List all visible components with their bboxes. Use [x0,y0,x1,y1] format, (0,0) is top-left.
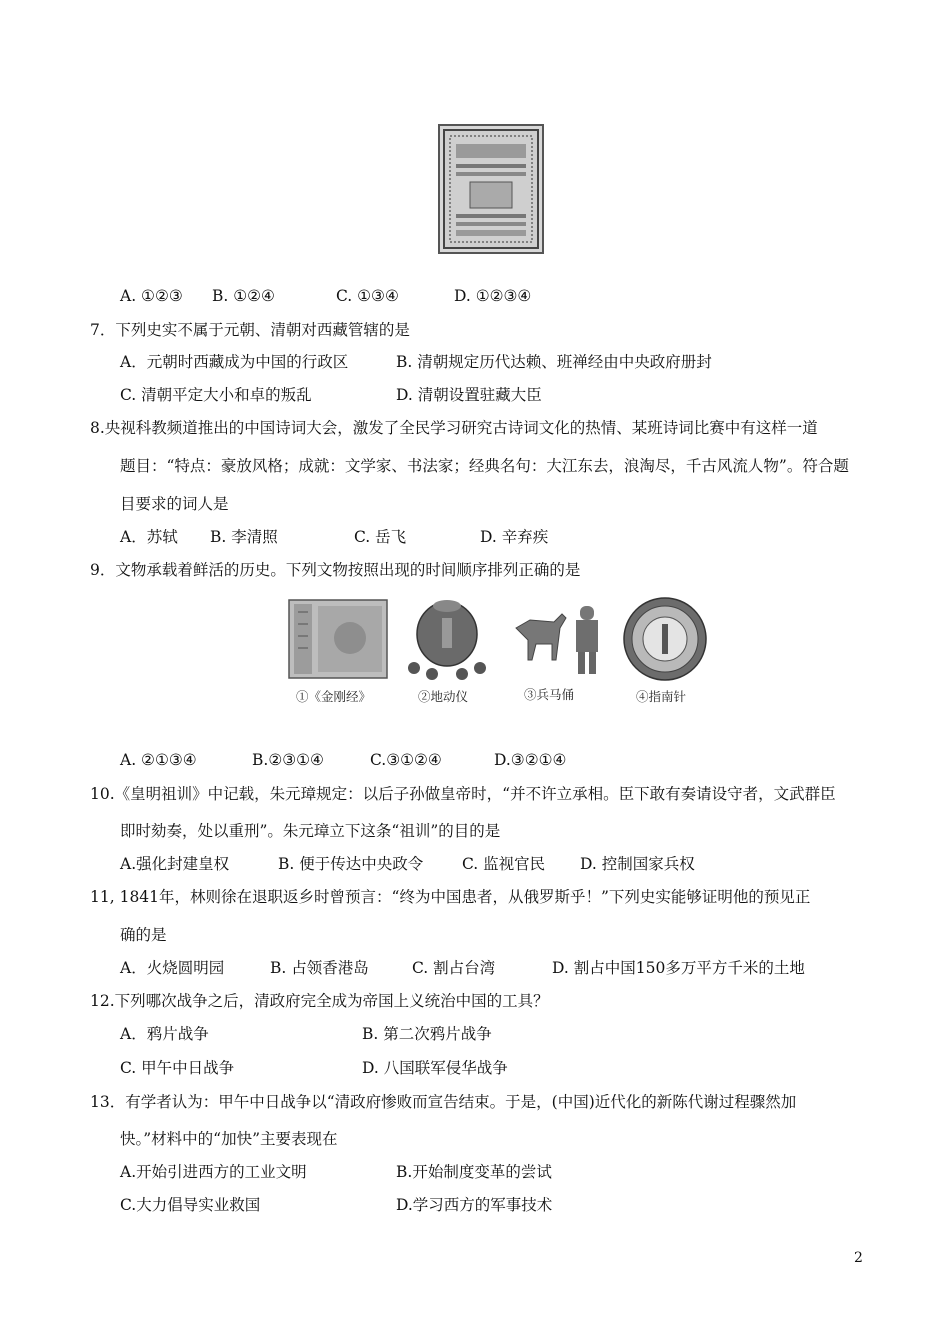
q7-option-d: D. 清朝设置驻藏大臣 [396,386,542,404]
q10-stem-line-2: 即时劾奏，处以重刑”。朱元璋立下这条“祖训”的目的是 [120,822,501,840]
caption-terracotta-army: ③兵马俑 [524,687,575,702]
q12-option-a: A．鸦片战争 [120,1025,209,1043]
q9-option-b: B.②③①④ [252,751,324,769]
caption-seismograph: ②地动仪 [418,689,469,704]
q9-stem: 9．文物承载着鲜活的历史。下列文物按照出现的时间顺序排列正确的是 [90,561,581,579]
q6-option-c: C. ①③④ [336,287,399,305]
q13-option-b: B.开始制度变革的尝试 [396,1163,552,1181]
q11-option-d: D. 割占中国150多万平方千米的土地 [552,959,805,977]
diamond-sutra-image [288,598,388,680]
q10-option-a: A.强化封建皇权 [120,855,230,873]
q13-option-d: D.学习西方的军事技术 [396,1196,553,1214]
q9-option-d: D.③②①④ [494,751,567,769]
q9-option-c: C.③①②④ [370,751,442,769]
q12-option-b: B. 第二次鸦片战争 [362,1025,492,1043]
caption-diamond-sutra: ①《金刚经》 [296,689,372,704]
seismograph-image [404,598,490,680]
q8-option-b: B. 李清照 [210,528,278,546]
banknote-illustration [440,126,542,252]
q7-option-a: A．元朝时西藏成为中国的行政区 [120,353,349,371]
q8-option-a: A．苏轼 [120,528,178,546]
q8-option-d: D. 辛弃疾 [480,528,549,546]
q12-option-d: D. 八国联军侵华战争 [362,1059,508,1077]
q13-stem-line-2: 快。”材料中的“加快”主要表现在 [120,1130,338,1148]
q8-stem-line-2: 题目：“特点：豪放风格；成就：文学家、书法家；经典名句：大江东去，浪淘尽，千古风流人物”。符合题 [120,457,849,475]
q11-option-c: C. 割占台湾 [412,959,496,977]
q7-option-c: C. 清朝平定大小和卓的叛乱 [120,386,312,404]
q6-option-b: B. ①②④ [212,287,275,305]
q12-stem: 12.下列哪次战争之后，清政府完全成为帝国上义统治中国的工具？ [90,992,549,1010]
q10-option-c: C. 监视官民 [462,855,546,873]
terracotta-army-image [510,598,606,680]
q11-stem-line-2: 确的是 [120,926,167,944]
q10-option-b: B. 便于传达中央政令 [278,855,424,873]
ancient-banknote-image [438,124,544,254]
q11-stem-line-1: 11, 1841年，林则徐在退职返乡时曾预言：“终为中国患者，从俄罗斯乎！”下列史实能够证明他的预见正 [90,888,811,906]
q13-option-a: A.开始引进西方的工业文明 [120,1163,307,1181]
q8-stem-line-1: 8.央视科教频道推出的中国诗词大会，激发了全民学习研究古诗词文化的热情、某班诗词比赛中有这样一道 [90,419,818,437]
q10-stem-line-1: 10.《皇明祖训》中记载，朱元璋规定：以后子孙做皇帝时，“并不许立承相。臣下敢有奏请设守者，文武群臣 [90,785,836,803]
q13-stem-line-1: 13．有学者认为：甲午中日战争以“清政府惨败而宣告结束。于是，(中国)近代化的新陈代谢过程骤然加 [90,1093,797,1111]
q6-option-a: A. ①②③ [120,287,183,305]
q8-option-c: C. 岳飞 [354,528,407,546]
q8-stem-line-3: 目要求的词人是 [120,495,229,513]
q6-option-d: D. ①②③④ [454,287,532,305]
q12-option-c: C. 甲午中日战争 [120,1059,235,1077]
q10-option-d: D. 控制国家兵权 [580,855,695,873]
q11-option-b: B. 占领香港岛 [270,959,369,977]
q13-option-c: C.大力倡导实业救国 [120,1196,261,1214]
q7-option-b: B. 清朝规定历代达赖、班禅经由中央政府册封 [396,353,712,371]
compass-image [622,596,708,682]
q7-stem: 7．下列史实不属于元朝、清朝对西藏管辖的是 [90,321,410,339]
q11-option-a: A．火烧圆明园 [120,959,225,977]
q9-option-a: A. ②①③④ [120,751,197,769]
page-number: 2 [854,1250,863,1266]
caption-compass: ④指南针 [636,689,687,704]
